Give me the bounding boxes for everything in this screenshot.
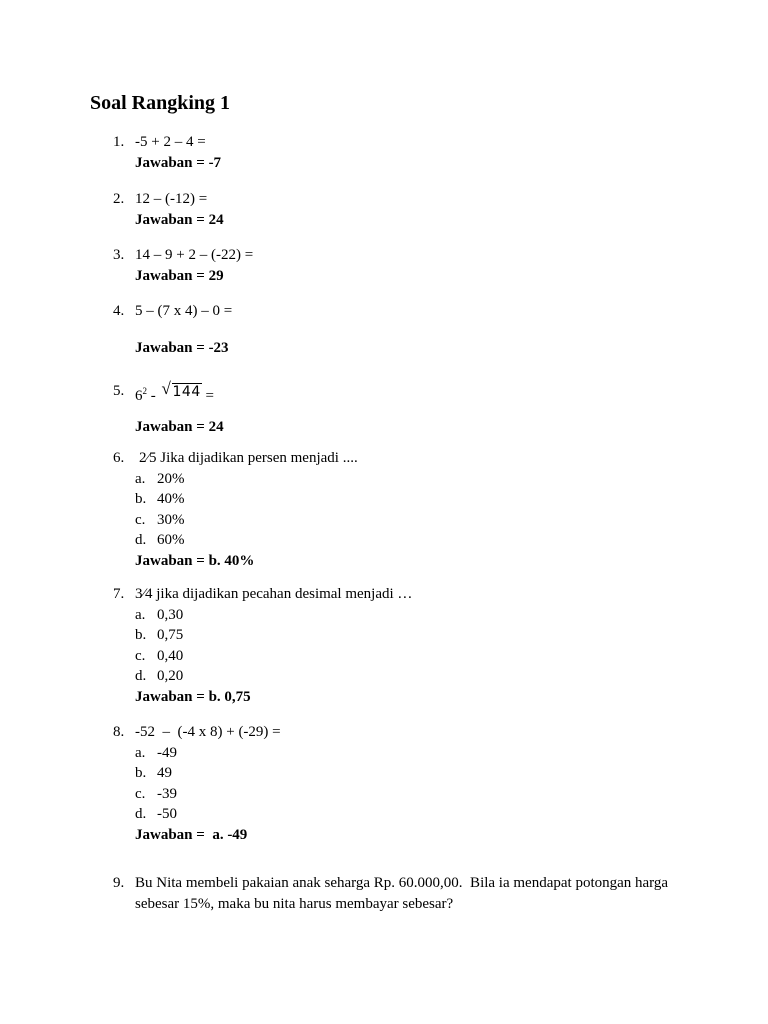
option-a <box>135 605 713 626</box>
question-4 <box>113 301 713 358</box>
question-3 <box>113 245 713 286</box>
square-root <box>161 379 202 403</box>
option-a <box>135 469 713 490</box>
question-text: 14 – 9 + 2 – (-22) = <box>135 247 254 263</box>
option-letter: d. <box>135 668 147 684</box>
question-text-line-1: Bu Nita membeli pakaian anak seharga Rp. 60.000,00. Bila ia mendapat potongan harga <box>135 875 669 891</box>
question-text: 12 – (-12) = <box>135 191 208 207</box>
question-9 <box>113 873 713 914</box>
option-text: 0,75 <box>157 627 184 643</box>
option-c <box>135 646 713 667</box>
option-b <box>135 489 713 510</box>
question-8 <box>113 722 713 845</box>
question-number: 3. <box>113 247 125 263</box>
option-text: 40% <box>157 491 185 507</box>
answer-text: Jawaban = b. 0,75 <box>135 688 251 705</box>
option-text: 60% <box>157 532 185 548</box>
question-text: 3⁄4 jika dijadikan pecahan desimal menjadi … <box>135 586 413 602</box>
exponent: 2 <box>142 386 147 396</box>
minus-sign: - <box>150 388 156 404</box>
question-number: 7. <box>113 586 125 602</box>
question-7 <box>113 584 713 707</box>
option-b <box>135 625 713 646</box>
question-number: 2. <box>113 191 125 207</box>
question-5 <box>113 373 713 437</box>
option-text: 20% <box>157 470 185 487</box>
option-letter: b. <box>135 627 147 643</box>
answer-text: Jawaban = b. 40% <box>135 552 255 569</box>
answer-text: Jawaban = 24 <box>135 211 224 228</box>
option-text: -39 <box>157 785 177 802</box>
option-b <box>135 763 713 784</box>
question-text: 2⁄5 Jika dijadikan persen menjadi .... <box>139 450 358 466</box>
page-title: Soal Rangking 1 <box>90 92 231 114</box>
option-text: 0,40 <box>157 647 184 664</box>
question-number: 4. <box>113 303 125 319</box>
option-letter: b. <box>135 491 147 507</box>
option-c <box>135 784 713 805</box>
option-letter: a. <box>135 470 146 487</box>
question-1 <box>113 132 713 173</box>
option-text: 49 <box>157 765 172 781</box>
equals-sign: = <box>205 388 214 404</box>
radical-icon: √ <box>161 379 171 398</box>
question-2 <box>113 189 713 230</box>
option-text: 0,30 <box>157 606 184 623</box>
question-number: 5. <box>113 383 125 399</box>
option-a <box>135 743 713 764</box>
option-text: -50 <box>157 806 177 822</box>
question-text-line-2: sebesar 15%, maka bu nita harus membayar sebesar? <box>135 895 454 912</box>
option-text: 30% <box>157 511 185 528</box>
answer-text: Jawaban = 29 <box>135 267 224 284</box>
option-letter: c. <box>135 647 146 664</box>
option-c <box>135 510 713 531</box>
option-letter: c. <box>135 511 146 528</box>
option-letter: d. <box>135 806 147 822</box>
question-number: 9. <box>113 875 125 891</box>
answer-text: Jawaban = -7 <box>135 154 222 171</box>
option-letter: a. <box>135 606 146 623</box>
question-number: 1. <box>113 134 125 150</box>
radicand: 144 <box>172 384 201 400</box>
option-letter: c. <box>135 785 146 802</box>
question-text: -5 + 2 – 4 = <box>135 134 206 150</box>
question-number: 6. <box>113 450 125 466</box>
base-number: 6 <box>135 388 143 404</box>
answer-text: Jawaban = -23 <box>135 339 229 356</box>
answer-text: Jawaban = a. -49 <box>135 826 248 843</box>
option-d <box>135 804 713 825</box>
option-letter: d. <box>135 532 147 548</box>
question-text <box>135 381 713 407</box>
option-text: 0,20 <box>157 668 184 684</box>
option-letter: a. <box>135 744 146 761</box>
option-letter: b. <box>135 765 147 781</box>
option-d <box>135 530 713 551</box>
option-d <box>135 666 713 687</box>
question-6 <box>113 448 713 571</box>
question-number: 8. <box>113 724 125 740</box>
question-text: -52 – (-4 x 8) + (-29) = <box>135 724 281 740</box>
option-text: -49 <box>157 744 177 761</box>
question-text: 5 – (7 x 4) – 0 = <box>135 303 233 319</box>
answer-text: Jawaban = 24 <box>135 418 224 435</box>
